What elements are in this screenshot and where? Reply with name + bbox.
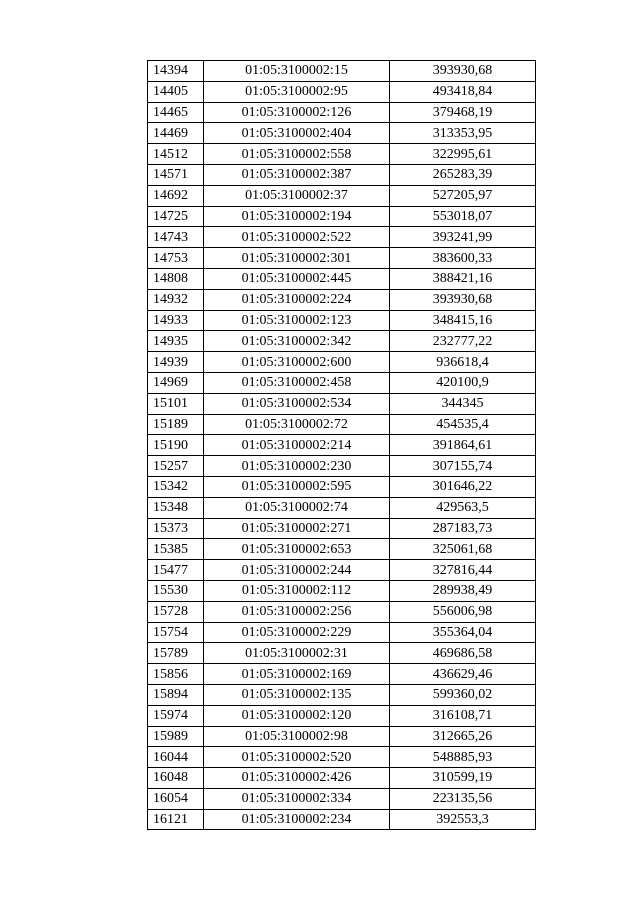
value-cell: 325061,68 <box>390 539 536 560</box>
value-cell: 469686,58 <box>390 643 536 664</box>
table-row <box>148 206 536 227</box>
table-row <box>148 643 536 664</box>
row-id-cell: 14394 <box>148 61 204 82</box>
row-id-cell: 14969 <box>148 372 204 393</box>
value-cell: 232777,22 <box>390 331 536 352</box>
value-cell: 454535,4 <box>390 414 536 435</box>
table-row <box>148 61 536 82</box>
value-cell: 322995,61 <box>390 144 536 165</box>
row-id-cell: 16048 <box>148 768 204 789</box>
value-cell: 287183,73 <box>390 518 536 539</box>
row-id-cell: 15856 <box>148 664 204 685</box>
value-cell: 344345 <box>390 393 536 414</box>
cadastral-number-cell: 01:05:3100002:95 <box>204 81 390 102</box>
cadastral-number-cell: 01:05:3100002:112 <box>204 580 390 601</box>
row-id-cell: 14933 <box>148 310 204 331</box>
table-row <box>148 622 536 643</box>
row-id-cell: 15385 <box>148 539 204 560</box>
table-row <box>148 456 536 477</box>
value-cell: 310599,19 <box>390 768 536 789</box>
cadastral-number-cell: 01:05:3100002:271 <box>204 518 390 539</box>
cadastral-number-cell: 01:05:3100002:224 <box>204 289 390 310</box>
cadastral-number-cell: 01:05:3100002:15 <box>204 61 390 82</box>
cadastral-number-cell: 01:05:3100002:31 <box>204 643 390 664</box>
table-row <box>148 664 536 685</box>
row-id-cell: 14465 <box>148 102 204 123</box>
value-cell: 553018,07 <box>390 206 536 227</box>
value-cell: 391864,61 <box>390 435 536 456</box>
cadastral-number-cell: 01:05:3100002:387 <box>204 164 390 185</box>
cadastral-number-cell: 01:05:3100002:426 <box>204 768 390 789</box>
value-cell: 548885,93 <box>390 747 536 768</box>
cadastral-number-cell: 01:05:3100002:600 <box>204 352 390 373</box>
row-id-cell: 15754 <box>148 622 204 643</box>
cadastral-number-cell: 01:05:3100002:404 <box>204 123 390 144</box>
table-row <box>148 102 536 123</box>
cadastral-number-cell: 01:05:3100002:169 <box>204 664 390 685</box>
row-id-cell: 15189 <box>148 414 204 435</box>
row-id-cell: 15342 <box>148 476 204 497</box>
cadastral-number-cell: 01:05:3100002:229 <box>204 622 390 643</box>
cadastral-number-cell: 01:05:3100002:135 <box>204 684 390 705</box>
cadastral-number-cell: 01:05:3100002:72 <box>204 414 390 435</box>
row-id-cell: 14725 <box>148 206 204 227</box>
table-row <box>148 372 536 393</box>
table-row <box>148 310 536 331</box>
value-cell: 388421,16 <box>390 268 536 289</box>
table-row <box>148 414 536 435</box>
table-row <box>148 289 536 310</box>
row-id-cell: 15728 <box>148 601 204 622</box>
row-id-cell: 14692 <box>148 185 204 206</box>
value-cell: 599360,02 <box>390 684 536 705</box>
row-id-cell: 15974 <box>148 705 204 726</box>
cadastral-number-cell: 01:05:3100002:334 <box>204 788 390 809</box>
table-row <box>148 580 536 601</box>
table-row <box>148 435 536 456</box>
value-cell: 223135,56 <box>390 788 536 809</box>
cadastral-number-cell: 01:05:3100002:534 <box>204 393 390 414</box>
table-row <box>148 331 536 352</box>
value-cell: 527205,97 <box>390 185 536 206</box>
row-id-cell: 14469 <box>148 123 204 144</box>
row-id-cell: 15257 <box>148 456 204 477</box>
row-id-cell: 16054 <box>148 788 204 809</box>
cadastral-number-cell: 01:05:3100002:37 <box>204 185 390 206</box>
cadastral-number-cell: 01:05:3100002:74 <box>204 497 390 518</box>
row-id-cell: 15894 <box>148 684 204 705</box>
table-body <box>148 61 536 830</box>
cadastral-number-cell: 01:05:3100002:301 <box>204 248 390 269</box>
value-cell: 393930,68 <box>390 61 536 82</box>
value-cell: 301646,22 <box>390 476 536 497</box>
table-row <box>148 227 536 248</box>
table-row <box>148 539 536 560</box>
cadastral-number-cell: 01:05:3100002:342 <box>204 331 390 352</box>
cadastral-number-cell: 01:05:3100002:194 <box>204 206 390 227</box>
row-id-cell: 14932 <box>148 289 204 310</box>
value-cell: 556006,98 <box>390 601 536 622</box>
value-cell: 493418,84 <box>390 81 536 102</box>
cadastral-number-cell: 01:05:3100002:558 <box>204 144 390 165</box>
row-id-cell: 15373 <box>148 518 204 539</box>
value-cell: 355364,04 <box>390 622 536 643</box>
table-row <box>148 809 536 830</box>
value-cell: 420100,9 <box>390 372 536 393</box>
row-id-cell: 14743 <box>148 227 204 248</box>
value-cell: 313353,95 <box>390 123 536 144</box>
table-row <box>148 497 536 518</box>
value-cell: 436629,46 <box>390 664 536 685</box>
value-cell: 327816,44 <box>390 560 536 581</box>
value-cell: 393241,99 <box>390 227 536 248</box>
row-id-cell: 15190 <box>148 435 204 456</box>
table-row <box>148 268 536 289</box>
row-id-cell: 14571 <box>148 164 204 185</box>
row-id-cell: 15989 <box>148 726 204 747</box>
cadastral-number-cell: 01:05:3100002:595 <box>204 476 390 497</box>
cadastral-number-cell: 01:05:3100002:522 <box>204 227 390 248</box>
table-row <box>148 393 536 414</box>
row-id-cell: 14405 <box>148 81 204 102</box>
row-id-cell: 15101 <box>148 393 204 414</box>
cadastral-number-cell: 01:05:3100002:123 <box>204 310 390 331</box>
table-row <box>148 248 536 269</box>
value-cell: 265283,39 <box>390 164 536 185</box>
row-id-cell: 14808 <box>148 268 204 289</box>
table-row <box>148 726 536 747</box>
row-id-cell: 14935 <box>148 331 204 352</box>
row-id-cell: 15789 <box>148 643 204 664</box>
table-row <box>148 684 536 705</box>
value-cell: 289938,49 <box>390 580 536 601</box>
cadastral-number-cell: 01:05:3100002:98 <box>204 726 390 747</box>
value-cell: 348415,16 <box>390 310 536 331</box>
value-cell: 393930,68 <box>390 289 536 310</box>
cadastral-number-cell: 01:05:3100002:520 <box>204 747 390 768</box>
cadastral-value-table <box>147 60 536 830</box>
value-cell: 383600,33 <box>390 248 536 269</box>
cadastral-number-cell: 01:05:3100002:120 <box>204 705 390 726</box>
value-cell: 312665,26 <box>390 726 536 747</box>
value-cell: 316108,71 <box>390 705 536 726</box>
table-row <box>148 560 536 581</box>
table-row <box>148 476 536 497</box>
table-row <box>148 164 536 185</box>
value-cell: 392553,3 <box>390 809 536 830</box>
cadastral-number-cell: 01:05:3100002:653 <box>204 539 390 560</box>
cadastral-number-cell: 01:05:3100002:234 <box>204 809 390 830</box>
value-cell: 936618,4 <box>390 352 536 373</box>
cadastral-number-cell: 01:05:3100002:445 <box>204 268 390 289</box>
table-row <box>148 352 536 373</box>
row-id-cell: 16121 <box>148 809 204 830</box>
table-row <box>148 144 536 165</box>
row-id-cell: 14512 <box>148 144 204 165</box>
table-row <box>148 518 536 539</box>
value-cell: 379468,19 <box>390 102 536 123</box>
table-row <box>148 601 536 622</box>
table-row <box>148 123 536 144</box>
value-cell: 307155,74 <box>390 456 536 477</box>
cadastral-number-cell: 01:05:3100002:126 <box>204 102 390 123</box>
row-id-cell: 15348 <box>148 497 204 518</box>
cadastral-number-cell: 01:05:3100002:230 <box>204 456 390 477</box>
table-row <box>148 81 536 102</box>
table-row <box>148 768 536 789</box>
row-id-cell: 15530 <box>148 580 204 601</box>
cadastral-number-cell: 01:05:3100002:244 <box>204 560 390 581</box>
row-id-cell: 14753 <box>148 248 204 269</box>
table-row <box>148 705 536 726</box>
row-id-cell: 14939 <box>148 352 204 373</box>
cadastral-number-cell: 01:05:3100002:256 <box>204 601 390 622</box>
table-row <box>148 788 536 809</box>
cadastral-number-cell: 01:05:3100002:214 <box>204 435 390 456</box>
table-row <box>148 747 536 768</box>
table-row <box>148 185 536 206</box>
value-cell: 429563,5 <box>390 497 536 518</box>
row-id-cell: 15477 <box>148 560 204 581</box>
cadastral-number-cell: 01:05:3100002:458 <box>204 372 390 393</box>
row-id-cell: 16044 <box>148 747 204 768</box>
